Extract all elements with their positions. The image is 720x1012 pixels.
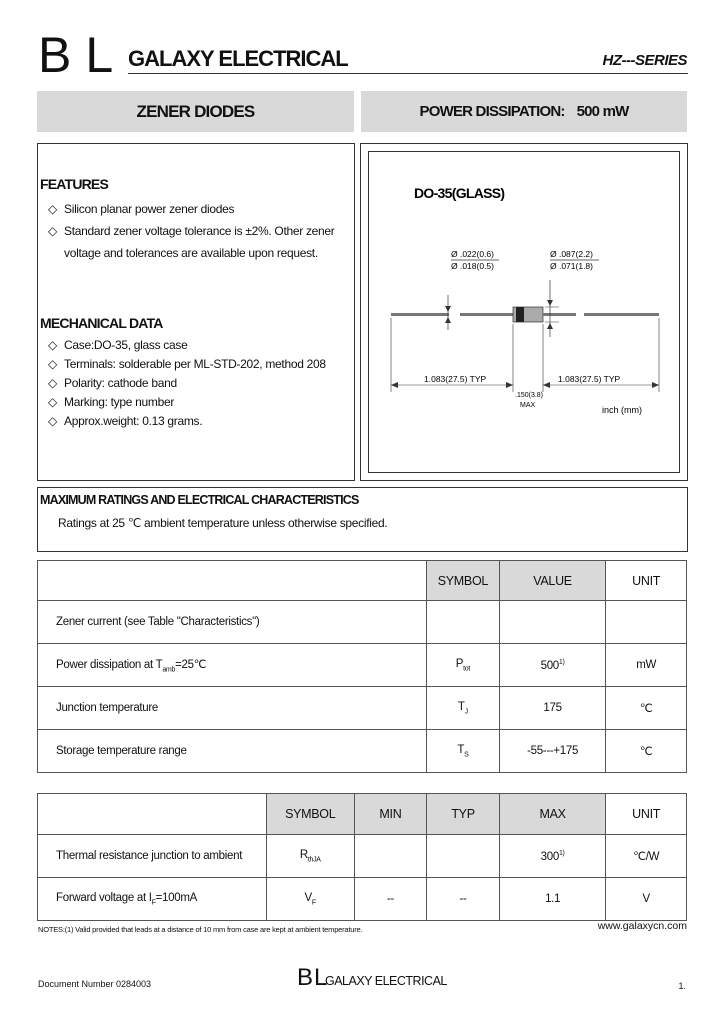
table-row [38,644,687,687]
row-label: Zener current (see Table "Characteristics") [38,601,427,644]
diamond-bullet-icon: ◇ [48,357,57,371]
header-unit: UNIT [606,561,687,601]
body-dia-max: Ø .087(2.2) [550,249,593,259]
lead-length-left: 1.083(27.5) TYP [424,374,487,384]
footer-logo: BL [297,964,329,991]
package-title: DO-35(GLASS) [414,185,505,201]
characteristics-table [37,793,687,921]
row-value: 175 [499,687,606,730]
row-max: 1.1 [499,878,605,921]
body-length-sub: MAX [520,402,536,409]
row-unit: ℃ [606,687,687,730]
row-unit: ℃ [606,730,687,773]
package-drawing [369,152,679,472]
series-name: HZ---SERIES [602,52,687,69]
header-symbol: SYMBOL [266,794,354,835]
table-row [38,835,687,878]
row-max: 300$^{1)}$ [499,835,605,878]
package-inner-frame [368,151,680,473]
diamond-bullet-icon: ◇ [48,338,57,352]
row-label: Power dissipation at $T_{amb}=25℃$ [38,644,427,687]
cathode-band [516,307,524,322]
footer-company: GALAXY ELECTRICAL [325,974,447,988]
row-min: -- [354,878,427,921]
power-dissipation-band [361,91,687,132]
row-symbol: $T_S$ [426,730,499,773]
header-rule [128,73,688,74]
features-box [37,143,355,481]
right-lead-b [584,313,659,316]
mechanical-list [48,336,326,431]
mechanical-item: ◇ Polarity: cathode band [48,374,326,393]
diamond-bullet-icon: ◇ [48,202,57,216]
notes: NOTES:(1) Valid provided that leads at a distance of 10 mm from case are kept at ambient temperature. [38,925,363,934]
body-dia-min: Ø .071(1.8) [550,261,593,271]
power-dissipation-label: POWER DISSIPATION: [419,103,565,120]
ratings-box [37,487,688,552]
row-label: Thermal resistance junction to ambient [38,835,267,878]
row-symbol: $V_F$ [266,878,354,921]
lead-dia-min: Ø .018(0.5) [451,261,494,271]
package-box [360,143,688,481]
mechanical-item: ◇ Case:DO-35, glass case [48,336,326,355]
diamond-bullet-icon: ◇ [48,414,57,428]
table-row [38,878,687,921]
left-lead-a [391,313,449,316]
diamond-bullet-icon: ◇ [48,224,57,238]
header-symbol: SYMBOL [426,561,499,601]
product-type-band [37,91,354,132]
header-value: VALUE [499,561,606,601]
feature-item: ◇ Silicon planar power zener diodes [48,198,334,220]
mechanical-title: MECHANICAL DATA [40,315,163,331]
header-unit: UNIT [606,794,687,835]
lead-length-right: 1.083(27.5) TYP [558,374,621,384]
right-lead-a [543,313,576,316]
row-unit: mW [606,644,687,687]
row-typ: -- [427,878,500,921]
header-min: MIN [354,794,427,835]
mechanical-item: ◇ Terminals: solderable per ML-STD-202, method 208 [48,355,326,374]
feature-item: ◇ Standard zener voltage tolerance is ±2%. Other zener [48,220,334,242]
website-link[interactable]: www.galaxycn.com [597,920,687,932]
header-typ: TYP [427,794,500,835]
table-row [38,730,687,773]
page-number: 1. [678,981,686,991]
characteristics-table-header [38,794,687,835]
row-unit: ℃/W [606,835,687,878]
company-name: GALAXY ELECTRICAL [128,46,348,71]
row-label: Forward voltage at $I_F=100mA$ [38,878,267,921]
row-value: -55---+175 [499,730,606,773]
features-title: FEATURES [40,176,109,192]
ratings-table-header [38,561,687,601]
header-max: MAX [499,794,605,835]
diamond-bullet-icon: ◇ [48,376,57,390]
mechanical-item: ◇ Marking: type number [48,393,326,412]
row-min [354,835,427,878]
feature-item: voltage and tolerances are available upon request. [64,246,318,260]
company-logo: BL [38,27,128,83]
power-dissipation-value: 500 mW [576,103,629,120]
document-number: Document Number 0284003 [38,979,152,989]
row-symbol: $P_{tot}$ [426,644,499,687]
ratings-table [37,560,687,773]
features-list [48,198,334,264]
row-symbol: $R_{thJA}$ [266,835,354,878]
ratings-title: MAXIMUM RATINGS AND ELECTRICAL CHARACTERISTICS [40,493,359,507]
row-label: Storage temperature range [38,730,427,773]
row-value: 500$^{1)}$ [499,644,606,687]
body-length: .150(3.8) [515,392,544,399]
units-label: inch (mm) [602,405,642,415]
lead-dia-max: Ø .022(0.6) [451,249,494,259]
left-lead-b [460,313,513,316]
table-row [38,687,687,730]
row-symbol: $T_J$ [426,687,499,730]
row-label: Junction temperature [38,687,427,730]
ratings-subtitle: Ratings at 25 ℃ ambient temperature unless otherwise specified. [58,516,388,530]
row-unit: V [606,878,687,921]
row-typ [427,835,500,878]
mechanical-item: ◇ Approx.weight: 0.13 grams. [48,412,326,431]
diamond-bullet-icon: ◇ [48,395,57,409]
table-row [38,601,687,644]
product-type: ZENER DIODES [136,101,255,121]
